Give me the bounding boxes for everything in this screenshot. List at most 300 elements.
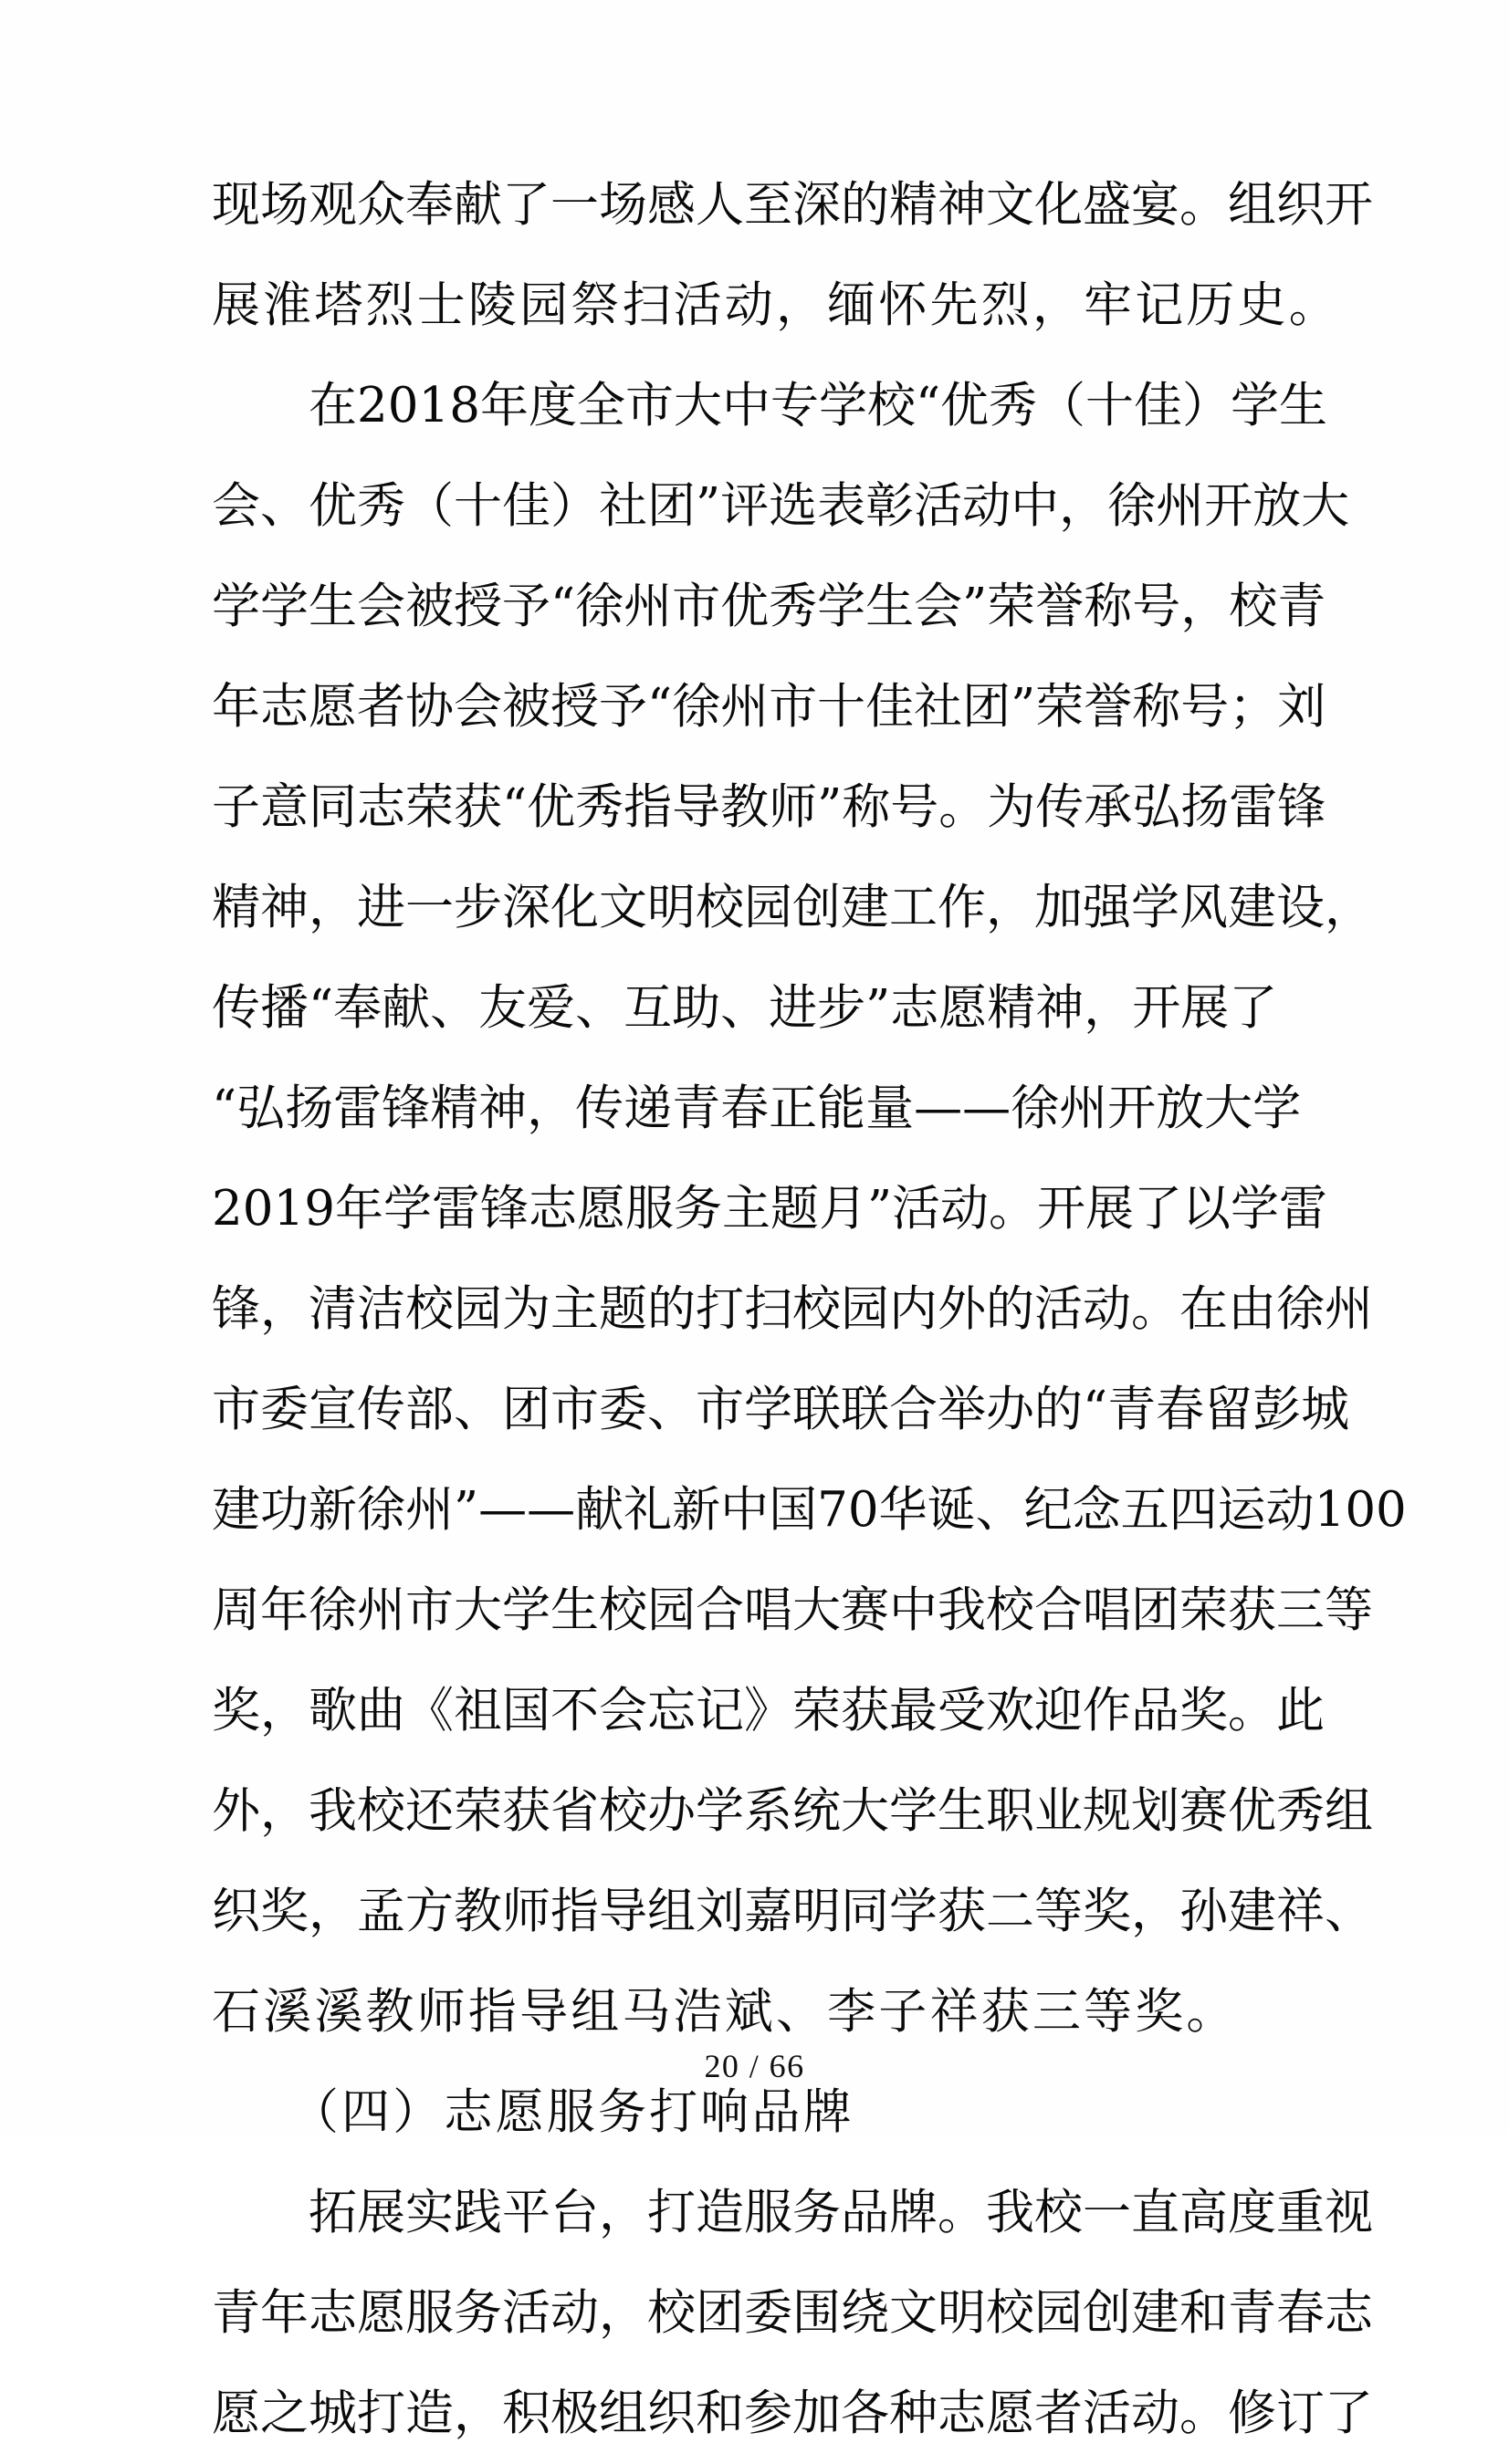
glyph: ） (550, 478, 599, 534)
glyph: ， (309, 1884, 357, 1939)
glyph: 、 (720, 980, 770, 1036)
glyph: ， (260, 1783, 309, 1839)
glyph: 专 (770, 378, 819, 433)
page-number: 20 / 66 (704, 2048, 805, 2084)
glyph: 设 (1276, 880, 1325, 935)
glyph: 州 (720, 679, 770, 735)
text-line: （四）志愿服务打响品牌 (212, 2084, 854, 2140)
glyph: “ (1083, 1382, 1108, 1437)
glyph: 服 (624, 1181, 674, 1237)
glyph: 明 (938, 2285, 986, 2341)
glyph: 意 (260, 779, 309, 835)
glyph: 校 (405, 1281, 454, 1337)
glyph: 誉 (1035, 579, 1085, 634)
glyph: 大 (1204, 1081, 1253, 1136)
glyph: 秀 (575, 779, 624, 835)
glyph: 城 (1301, 1382, 1350, 1437)
glyph: 一 (405, 880, 454, 935)
glyph: ” (454, 1482, 479, 1538)
glyph: 周 (212, 1582, 260, 1638)
glyph: 清 (309, 1281, 357, 1337)
glyph: 了 (502, 177, 550, 233)
glyph: 新 (309, 1482, 357, 1538)
glyph: 社 (914, 679, 963, 735)
glyph: 活 (1034, 1281, 1083, 1337)
glyph: 中 (1011, 478, 1060, 534)
glyph: 愿 (212, 2386, 260, 2441)
glyph: 传 (357, 1382, 405, 1437)
glyph: 授 (550, 679, 599, 735)
glyph: 重 (1276, 2185, 1325, 2240)
glyph: 场 (260, 177, 309, 233)
text-line (212, 1360, 1350, 1460)
glyph: 中 (721, 378, 770, 433)
glyph: 0 (387, 378, 419, 433)
glyph: 为 (502, 1281, 550, 1337)
glyph: 种 (889, 2386, 938, 2441)
glyph: ” (962, 579, 988, 634)
glyph: 学 (1231, 1181, 1280, 1237)
glyph: 刘 (1277, 679, 1326, 735)
glyph: 师 (502, 1884, 550, 1939)
text-line: 展淮塔烈士陵园祭扫活动，缅怀先烈，牢记历史。 (212, 277, 1340, 333)
glyph: 助 (672, 980, 721, 1036)
glyph: ” (696, 478, 721, 534)
glyph: 播 (260, 980, 309, 1036)
glyph: 赛 (1179, 1783, 1228, 1839)
glyph: 的 (986, 1281, 1034, 1337)
glyph: 打 (357, 2386, 405, 2441)
glyph: 国 (502, 1683, 550, 1738)
glyph: 学 (817, 579, 866, 634)
text-line (212, 2364, 1373, 2464)
glyph: 全 (576, 378, 625, 433)
glyph: 春 (1156, 1382, 1205, 1437)
glyph: 愿 (938, 980, 988, 1036)
glyph: 彰 (865, 478, 915, 534)
glyph: 校 (866, 378, 916, 433)
glyph: 表 (817, 478, 866, 534)
glyph: “ (309, 980, 334, 1036)
glyph: 场 (599, 177, 647, 233)
glyph: 众 (357, 177, 405, 233)
glyph: 委 (599, 1382, 647, 1437)
glyph: 祖 (454, 1683, 502, 1738)
glyph: 大 (1301, 478, 1350, 534)
glyph: 五 (1120, 1482, 1169, 1538)
glyph: 徐 (1276, 1281, 1325, 1337)
glyph: 城 (309, 2386, 357, 2441)
glyph: 组 (1228, 177, 1276, 233)
glyph: 文 (889, 2285, 938, 2341)
glyph: 能 (817, 1081, 866, 1136)
glyph: 内 (889, 1281, 938, 1337)
glyph: 文 (599, 880, 647, 935)
text-line (212, 1862, 1373, 1962)
glyph: 观 (309, 177, 357, 233)
glyph: 动 (962, 478, 1011, 534)
glyph: 校 (599, 1783, 647, 1839)
glyph (260, 2163, 309, 2263)
glyph: 。 (989, 1181, 1038, 1237)
glyph: 十 (454, 478, 502, 534)
glyph: 校 (986, 1582, 1034, 1638)
glyph: 进 (357, 880, 405, 935)
glyph: 学 (260, 579, 309, 634)
glyph: 孙 (1179, 1884, 1228, 1939)
glyph: 开 (1204, 478, 1253, 534)
glyph: 优 (527, 779, 576, 835)
glyph: 学 (744, 1382, 792, 1437)
glyph: 青 (1107, 1382, 1157, 1437)
glyph: 诞 (927, 1482, 976, 1538)
glyph (212, 356, 260, 456)
glyph: 务 (454, 2285, 502, 2341)
text-line (212, 2163, 1373, 2263)
glyph: 教 (720, 779, 770, 835)
glyph: 强 (1083, 880, 1131, 935)
glyph: 会 (599, 1683, 647, 1738)
glyph: 年 (212, 679, 260, 735)
glyph: 深 (502, 880, 550, 935)
glyph: 奉 (405, 177, 454, 233)
glyph: ， (599, 2285, 647, 2341)
glyph: 四 (1168, 1482, 1218, 1538)
glyph: 的 (1034, 1382, 1083, 1437)
glyph: ” (865, 980, 891, 1036)
glyph: 奖 (1083, 1884, 1131, 1939)
glyph: 愿 (309, 679, 357, 735)
glyph: 歌 (309, 1683, 357, 1738)
glyph: 、 (975, 1482, 1024, 1538)
glyph: 生 (865, 579, 915, 634)
glyph: 《 (405, 1683, 454, 1738)
glyph: 建 (841, 880, 889, 935)
glyph: 奉 (333, 980, 382, 1036)
glyph: ” (1011, 679, 1036, 735)
glyph: 年 (260, 2285, 309, 2341)
glyph: 度 (528, 378, 577, 433)
glyph: 。 (938, 779, 988, 835)
glyph: 生 (309, 579, 357, 634)
text-line (212, 657, 1326, 757)
glyph: 不 (550, 1683, 599, 1738)
glyph: 子 (212, 779, 260, 835)
glyph: 志 (528, 1181, 577, 1237)
glyph: 市 (672, 579, 721, 634)
glyph: 国 (769, 1482, 818, 1538)
glyph: 传 (575, 1081, 624, 1136)
glyph: 校 (357, 1783, 405, 1839)
glyph: 校 (647, 2285, 696, 2341)
text-line: 石溪溪教师指导组马浩斌、李子祥获三等奖。 (212, 1984, 1238, 2040)
glyph: 荣 (987, 579, 1036, 634)
glyph: 彭 (1252, 1382, 1302, 1437)
glyph: 平 (502, 2185, 550, 2240)
glyph: 织 (212, 1884, 260, 1939)
glyph: 中 (889, 1582, 938, 1638)
glyph: 2 (212, 1181, 243, 1237)
glyph: 建 (1131, 2285, 1179, 2341)
glyph: 号 (890, 779, 939, 835)
glyph: 和 (696, 2386, 744, 2441)
glyph: 了 (1134, 1181, 1183, 1237)
glyph: 校 (599, 1582, 647, 1638)
glyph: 锋 (382, 1081, 431, 1136)
glyph: 同 (841, 1884, 889, 1939)
glyph: 组 (647, 1884, 696, 1939)
body-text-column (212, 155, 1407, 2464)
glyph: 献 (454, 177, 502, 233)
glyph: 功 (260, 1482, 309, 1538)
glyph: 称 (1084, 579, 1133, 634)
glyph: ， (1084, 980, 1133, 1036)
glyph: 我 (938, 1582, 986, 1638)
glyph: 动 (550, 2285, 599, 2341)
glyph (260, 356, 309, 456)
glyph: 建 (1228, 880, 1276, 935)
glyph: 方 (405, 1884, 454, 1939)
glyph: 者 (357, 679, 405, 735)
glyph: ， (1180, 579, 1230, 634)
glyph: 青 (212, 2285, 260, 2341)
glyph: 中 (720, 1482, 770, 1538)
glyph: — (478, 1482, 528, 1538)
glyph: 三 (1276, 1582, 1325, 1638)
glyph: 办 (986, 1382, 1034, 1437)
glyph: 予 (599, 679, 647, 735)
glyph: 一 (1083, 2185, 1131, 2240)
glyph: 精 (987, 980, 1036, 1036)
glyph: 8 (449, 378, 480, 433)
glyph: 动 (940, 1181, 990, 1237)
glyph: 锋 (212, 1281, 260, 1337)
text-line (212, 1059, 1302, 1159)
glyph: 州 (1059, 1081, 1108, 1136)
glyph: 团 (1131, 1582, 1179, 1638)
glyph: 1 (1314, 1482, 1346, 1538)
glyph: 宴 (1131, 177, 1179, 233)
glyph: 0 (1345, 1482, 1377, 1538)
glyph: 以 (1182, 1181, 1231, 1237)
glyph: 志 (357, 779, 405, 835)
glyph: 同 (309, 779, 357, 835)
glyph: 协 (405, 679, 454, 735)
glyph: 视 (1325, 2185, 1373, 2240)
glyph: ， (309, 880, 357, 935)
glyph: 活 (914, 478, 963, 534)
glyph: 大 (792, 1582, 841, 1638)
glyph: 互 (624, 980, 673, 1036)
glyph: 团 (502, 1382, 550, 1437)
glyph: 打 (696, 1281, 744, 1337)
glyph: 生 (550, 1582, 599, 1638)
glyph: 学 (889, 1884, 938, 1939)
glyph: 锋 (479, 1181, 529, 1237)
glyph: （ (405, 478, 454, 534)
glyph: 展 (1085, 1181, 1135, 1237)
glyph: 弘 (1132, 779, 1181, 835)
glyph: 州 (405, 1482, 454, 1538)
glyph: 我 (986, 2185, 1034, 2240)
glyph: 团 (962, 679, 1011, 735)
glyph: 统 (792, 1783, 841, 1839)
glyph: “ (550, 579, 576, 634)
glyph: 明 (647, 880, 696, 935)
glyph: 风 (1179, 880, 1228, 935)
glyph: 志 (1325, 2285, 1373, 2341)
glyph: 学 (1252, 1081, 1302, 1136)
glyph: 奖 (1179, 1683, 1228, 1738)
glyph: 拓 (309, 2185, 357, 2240)
glyph: 春 (720, 1081, 770, 1136)
glyph: 留 (1204, 1382, 1253, 1437)
glyph: 学 (1131, 880, 1179, 935)
text-line (212, 1761, 1373, 1862)
glyph: 年 (260, 1582, 309, 1638)
glyph: 等 (1034, 1884, 1083, 1939)
glyph: 高 (1179, 2185, 1228, 2240)
glyph: 被 (405, 579, 454, 634)
glyph: 开 (1037, 1181, 1086, 1237)
glyph: 学 (382, 1181, 432, 1237)
glyph: 秀 (989, 378, 1038, 433)
glyph: 十 (1085, 378, 1135, 433)
glyph: 荣 (792, 1683, 841, 1738)
glyph: 刘 (696, 1884, 744, 1939)
glyph: 步 (817, 980, 866, 1036)
glyph: 徐 (672, 679, 721, 735)
glyph: 主 (550, 1281, 599, 1337)
glyph: 开 (1132, 980, 1181, 1036)
text-line (212, 858, 1373, 958)
glyph: 0 (847, 1482, 879, 1538)
glyph: ， (527, 1081, 576, 1136)
glyph: 校 (1034, 2185, 1083, 2240)
glyph: 牌 (889, 2185, 938, 2240)
glyph: 奖 (260, 1884, 309, 1939)
glyph: 加 (1034, 880, 1083, 935)
glyph: 规 (1083, 1783, 1131, 1839)
glyph: 活 (892, 1181, 941, 1237)
glyph: 志 (260, 679, 309, 735)
glyph: 荣 (1179, 1582, 1228, 1638)
glyph: 校 (986, 2285, 1034, 2341)
glyph: 优 (1228, 1783, 1276, 1839)
glyph: 青 (1277, 579, 1326, 634)
glyph: 誉 (1084, 679, 1133, 735)
glyph: 运 (1217, 1482, 1266, 1538)
glyph: 创 (1083, 2285, 1131, 2341)
glyph: 秀 (1276, 1783, 1325, 1839)
glyph: 务 (673, 1181, 722, 1237)
glyph: 造 (405, 2386, 454, 2441)
glyph: 直 (1131, 2185, 1179, 2240)
glyph: 市 (624, 378, 674, 433)
glyph: 予 (502, 579, 550, 634)
glyph: （ (1037, 378, 1086, 433)
glyph: 的 (647, 1281, 696, 1337)
glyph: 职 (986, 1783, 1034, 1839)
glyph: 被 (502, 679, 550, 735)
glyph: 友 (478, 980, 528, 1036)
glyph: 一 (550, 177, 599, 233)
glyph: 孟 (357, 1884, 405, 1939)
glyph: 最 (889, 1683, 938, 1738)
glyph: 获 (454, 779, 502, 835)
glyph: 9 (304, 1181, 335, 1237)
glyph: 优 (720, 579, 770, 634)
glyph: 获 (502, 1783, 550, 1839)
glyph: 州 (1325, 1281, 1373, 1337)
glyph: 十 (817, 679, 866, 735)
glyph: 部 (405, 1382, 454, 1437)
glyph: 师 (769, 779, 818, 835)
glyph: ， (1325, 880, 1373, 935)
glyph: 工 (889, 880, 938, 935)
glyph: 由 (1228, 1281, 1276, 1337)
glyph: 爱 (527, 980, 576, 1036)
glyph: 为 (987, 779, 1036, 835)
glyph: 华 (878, 1482, 927, 1538)
glyph: 园 (744, 880, 792, 935)
glyph: 大 (454, 1582, 502, 1638)
glyph: 园 (1034, 2285, 1083, 2341)
text-line (212, 958, 1278, 1059)
glyph: 至 (744, 177, 792, 233)
glyph: 宣 (309, 1382, 357, 1437)
glyph: 感 (647, 177, 696, 233)
glyph: 雷 (431, 1181, 480, 1237)
glyph: 2 (357, 378, 388, 433)
glyph: 精 (889, 177, 938, 233)
glyph: 外 (938, 1281, 986, 1337)
glyph: 主 (721, 1181, 770, 1237)
glyph: 荣 (454, 1783, 502, 1839)
glyph: 。 (938, 2185, 986, 2240)
glyph: 在 (309, 378, 357, 433)
glyph: 承 (1084, 779, 1133, 835)
glyph: 会 (212, 478, 260, 534)
glyph: 7 (817, 1482, 848, 1538)
glyph: 学 (502, 1582, 550, 1638)
glyph: 社 (599, 478, 647, 534)
glyph: “ (212, 1081, 237, 1136)
glyph: 获 (841, 1683, 889, 1738)
glyph: 我 (309, 1783, 357, 1839)
glyph: ， (260, 1683, 309, 1738)
glyph: 扬 (1180, 779, 1230, 835)
glyph: 受 (938, 1683, 986, 1738)
glyph: 各 (841, 2386, 889, 2441)
glyph: 佳 (1134, 378, 1183, 433)
glyph: 弘 (236, 1081, 286, 1136)
text-line (212, 757, 1326, 858)
glyph: 秀 (357, 478, 405, 534)
glyph: 业 (1034, 1783, 1083, 1839)
glyph: 神 (938, 177, 986, 233)
glyph: 1 (273, 1181, 305, 1237)
glyph: 建 (212, 1482, 260, 1538)
glyph: 展 (1180, 980, 1230, 1036)
glyph: 号 (1180, 679, 1230, 735)
glyph: ） (1182, 378, 1231, 433)
glyph: 》 (744, 1683, 792, 1738)
glyph: 市 (405, 1582, 454, 1638)
glyph: 学 (212, 579, 260, 634)
glyph: 大 (841, 1783, 889, 1839)
glyph: “ (915, 378, 941, 433)
